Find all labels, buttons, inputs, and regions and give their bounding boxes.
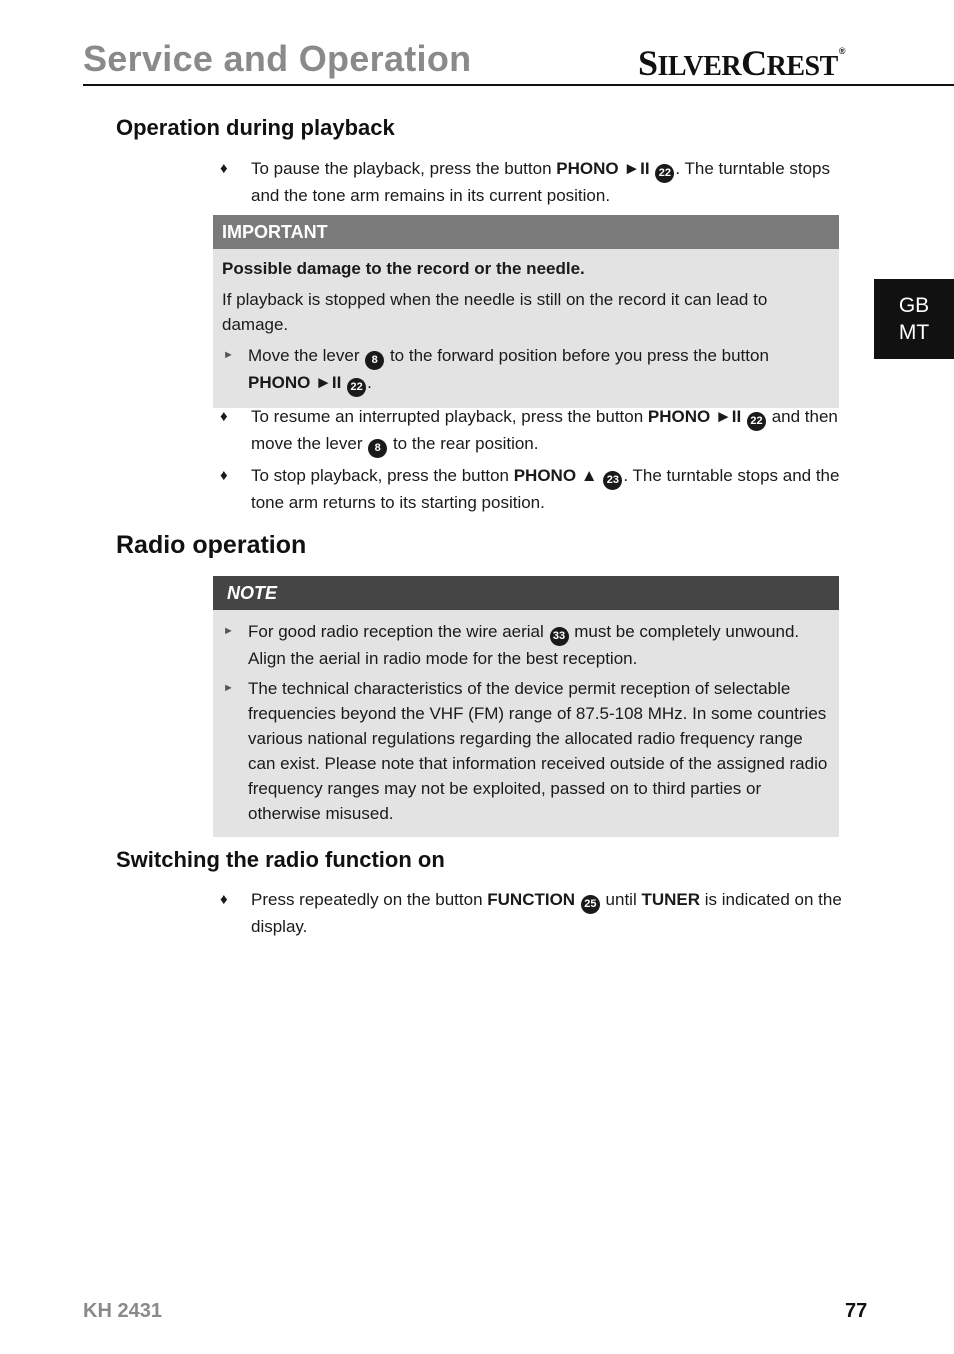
reference-number-icon: 33 [550,627,569,646]
important-label: IMPORTANT [213,215,839,249]
important-heading: Possible damage to the record or the needle. [222,259,585,278]
reference-number-icon: 22 [747,412,766,431]
page-number: 77 [845,1300,868,1322]
header-rule [83,84,954,86]
note-label: NOTE [213,576,839,610]
reference-number-icon: 8 [368,439,387,458]
section-title-switching: Switching the radio function on [116,847,445,872]
language-tab-line2: MT [898,321,930,344]
section-title-radio: Radio operation [116,531,307,559]
page-title: Service and Operation [83,38,472,79]
important-box [213,215,839,408]
footer-model-number: KH 2431 [83,1300,162,1322]
diamond-bullet-icon: ♦ [220,408,228,425]
bullet-pause: ♦ To pause the playback, press the button PHONO ►II 22 . The turntable stops and the tone arm remains in its current position. [220,156,845,208]
eject-icon: ▲ [580,466,598,485]
brand-logo: SILVERCREST® [638,43,845,83]
reference-number-icon: 22 [655,164,674,183]
language-tab-line1: GB [898,294,930,317]
diamond-bullet-icon: ♦ [220,467,228,484]
reference-number-icon: 23 [603,471,622,490]
diamond-bullet-icon: ♦ [220,891,228,908]
important-text: If playback is stopped when the needle is still on the record it can lead to damage. [222,290,768,334]
language-tab [874,279,954,359]
note-item-frequencies: ► The technical characteristics of the device permit reception of selectable frequencies beyond the VHF (FM) range of 87.5-108 MHz. In some countries various national regulations regarding the allocated radio frequency range can exist. Please note that information received outside of the assigned radio frequency ranges may not be exploited, passed on to third parties or otherwise misused. [222,676,830,826]
reference-number-icon: 8 [365,351,384,370]
arrow-bullet-icon: ► [223,625,234,637]
section-title-playback: Operation during playback [116,115,395,140]
bullet-resume: ♦ To resume an interrupted playback, press the button PHONO ►II 22 and then move the lever 8 to the rear position. [220,404,845,458]
reference-number-icon: 25 [581,895,600,914]
bullet-function: ♦ Press repeatedly on the button FUNCTION 25 until TUNER is indicated on the display. [220,887,845,939]
arrow-bullet-icon: ► [223,349,234,361]
diamond-bullet-icon: ♦ [220,160,228,177]
reference-number-icon: 22 [347,378,366,397]
arrow-bullet-icon: ► [223,682,234,694]
note-box [213,576,839,837]
important-step: ► Move the lever 8 to the forward position before you press the button PHONO ►II 22 . [222,343,830,397]
note-item-aerial: ► For good radio reception the wire aerial 33 must be completely unwound. Align the aerial in radio mode for the best reception. [222,619,830,671]
bullet-stop: ♦ To stop playback, press the button PHONO ▲ 23 . The turntable stops and the tone arm returns to its starting position. [220,463,845,515]
